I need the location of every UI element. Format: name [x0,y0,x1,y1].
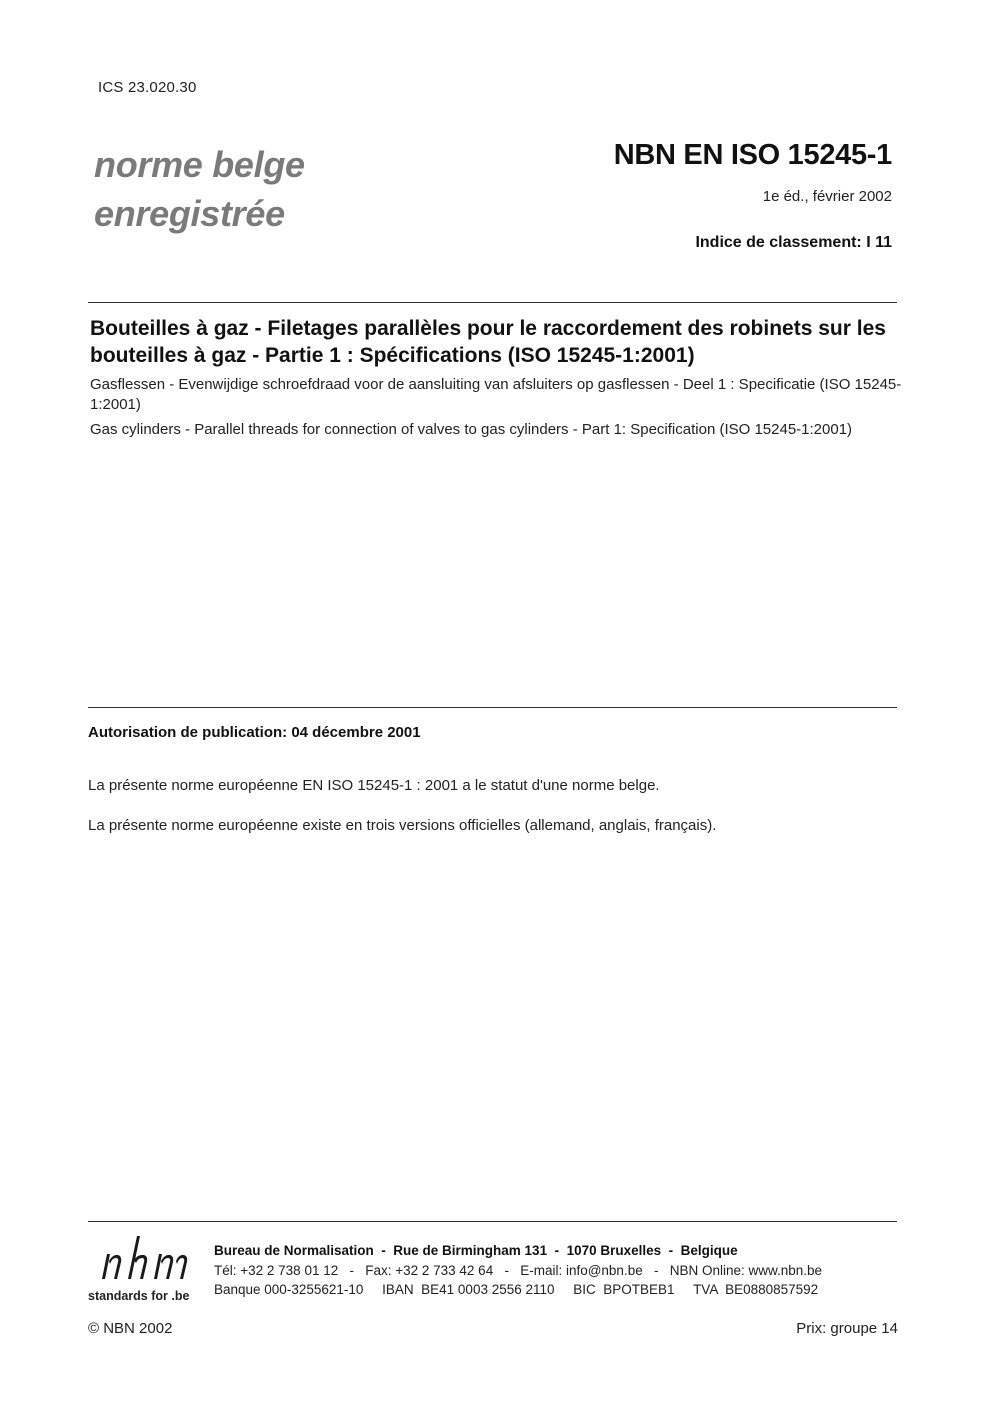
document-number: NBN EN ISO 15245-1 [613,139,892,171]
title-english: Gas cylinders - Parallel threads for connection of valves to gas cylinders - Part 1: Specification (ISO 15245-1:2001) [90,421,853,438]
brand-title [94,140,305,238]
edition-date: 1e éd., février 2002 [762,188,892,205]
top-divider [88,302,897,303]
contact-details: Tél: +32 2 738 01 12 - Fax: +32 2 733 42 64 - E-mail: info@nbn.be - NBN Online: www.nbn.be [214,1262,823,1278]
middle-divider [88,707,897,708]
title-dutch: Gasflessen - Evenwijdige schroefdraad voor de aansluiting van afsluiters op gasflessen - Deel 1 : Specificatie (ISO 15245-1:2001) [90,376,902,413]
copyright: © NBN 2002 [88,1320,173,1337]
organisation-address: Bureau de Normalisation - Rue de Birmingham 131 - 1070 Bruxelles - Belgique [214,1243,738,1258]
price-group: Prix: groupe 14 [796,1320,898,1337]
publication-authorisation: Autorisation de publication: 04 décembre 2001 [88,724,421,741]
ics-code: ICS 23.020.30 [98,79,197,96]
brand-line-2: enregistrée [94,193,285,234]
brand-line-1: norme belge [94,144,305,185]
status-paragraph: La présente norme européenne EN ISO 15245-1 : 2001 a le statut d'une norme belge. [88,777,660,794]
bank-details: Banque 000-3255621-10 IBAN BE41 0003 2556 2110 BIC BPOTBEB1 TVA BE0880857592 [214,1282,819,1297]
title-french: Bouteilles à gaz - Filetages parallèles pour le raccordement des robinets sur les bouteilles à gaz - Partie 1 : Spécifications (ISO 15245-1:2001) [90,317,886,367]
nbn-logo [88,1234,200,1304]
footer-divider [88,1221,897,1222]
footer-contact-block [214,1241,822,1300]
logo-tagline: standards for .be [88,1289,190,1303]
classification-index: Indice de classement: I 11 [695,234,892,251]
versions-paragraph: La présente norme européenne existe en trois versions officielles (allemand, anglais, français). [88,817,717,834]
